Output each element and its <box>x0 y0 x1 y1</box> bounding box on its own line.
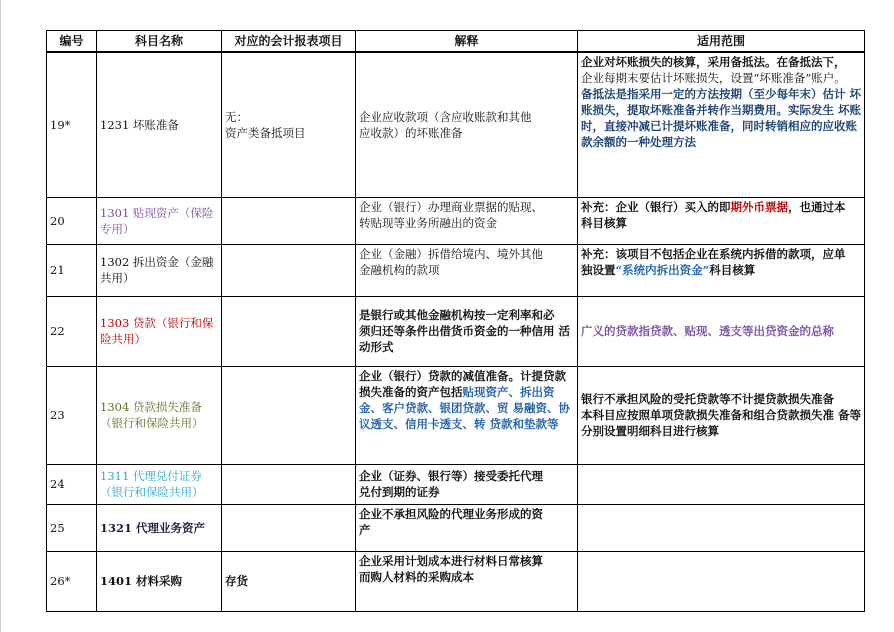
row-report <box>222 464 356 504</box>
explain-line: 转贴现等业务所融出的资金 <box>359 215 497 230</box>
row-explain <box>356 197 578 244</box>
row-report <box>222 197 356 244</box>
row-report <box>222 52 356 197</box>
row-name: 1401 材料采购 <box>97 551 222 611</box>
scope-line: 企业对坏账损失的核算，采用备抵法。在备抵法下， <box>581 55 846 69</box>
row-name: 1301 贴现资产（保险专用） <box>97 197 222 244</box>
account-table <box>46 30 865 612</box>
row-name: 1311 代理兑付证券（银行和保险共用） <box>97 464 222 504</box>
row-num: 19* <box>47 52 97 197</box>
scope-line: 备抵法是指采用一定的方法按期（至少每年末）估计 坏账损失，提取坏账准备并转作当期费用。实际发生 坏账时，直接冲减已计提坏账准备，同时转销相应的应收账款余额的一种处理方法 <box>581 87 862 149</box>
row-num: 23 <box>47 366 97 464</box>
scope-text: 科目核算 <box>709 262 756 277</box>
row-explain <box>356 504 578 551</box>
row-num: 25 <box>47 504 97 551</box>
row-name: 1321 代理业务资产 <box>97 504 222 551</box>
row-scope <box>578 197 865 244</box>
table-header-row <box>47 31 865 53</box>
header-name: 科目名称 <box>97 31 222 53</box>
scope-text: 补充：企业（银行）买入的即 <box>581 199 731 214</box>
scope-line: 科目核算 <box>581 215 627 230</box>
explain-line: 须归还等条件出借货币资金的一种信用 活动形式 <box>359 324 571 354</box>
row-report <box>222 504 356 551</box>
explain-line: 而购人材料的采购成本 <box>359 569 474 584</box>
scope-line: 银行不承担风险的受托贷款等不计提贷款损失准备 <box>581 392 834 406</box>
row-scope <box>578 366 865 464</box>
explain-line: 企业采用计划成本进行材料日常核算 <box>359 553 543 568</box>
explain-line: 是银行或其他金融机构按一定利率和必 <box>359 308 555 322</box>
table-row <box>47 504 865 551</box>
row-scope <box>578 244 865 296</box>
header-scope: 适用范围 <box>578 31 865 53</box>
row-num: 24 <box>47 464 97 504</box>
explain-line: 金融机构的款项 <box>359 262 440 277</box>
row-explain <box>356 52 578 197</box>
row-num: 26* <box>47 551 97 611</box>
scope-line: 本科目应按照单项贷款损失准备和组合贷款损失准 备等分别设置明细科目进行核算 <box>581 408 862 438</box>
row-report: 存货 <box>222 551 356 611</box>
explain-line: 产 <box>359 522 371 537</box>
row-name: 1231 坏账准备 <box>97 52 222 197</box>
row-name: 1304 贷款损失准备（银行和保险共用） <box>97 366 222 464</box>
table-row <box>47 244 865 296</box>
row-scope <box>578 52 865 197</box>
row-num: 22 <box>47 296 97 366</box>
row-scope: 广义的贷款指贷款、贴现、透支等出贷资金的总称 <box>578 296 865 366</box>
table-row <box>47 296 865 366</box>
explain-line: 企业应收款项（含应收账款和其他 <box>359 109 532 124</box>
explain-line: 企业不承担风险的代理业务形成的资 <box>359 506 543 521</box>
scope-highlight: “系统内拆出资金” <box>615 262 710 277</box>
explain-text: 企业（银行）贷款的减值准备。计提贷款损失准备的资产包括 <box>359 368 566 399</box>
report-line: 资产类备抵项目 <box>225 125 306 140</box>
row-report <box>222 366 356 464</box>
report-line: 无： <box>225 109 248 124</box>
row-scope <box>578 464 865 504</box>
table-row <box>47 197 865 244</box>
header-explain: 解释 <box>356 31 578 53</box>
row-explain <box>356 244 578 296</box>
row-explain <box>356 551 578 611</box>
table-row <box>47 366 865 464</box>
table-row <box>47 464 865 504</box>
explain-line: 兑付到期的证券 <box>359 485 440 499</box>
scope-text: 独设置 <box>581 262 616 277</box>
scope-line: 补充：该项目不包括企业在系统内拆借的款项，应单 <box>581 246 846 261</box>
row-name: 1302 拆出资金（金融共用） <box>97 244 222 296</box>
row-report <box>222 244 356 296</box>
explain-line: 企业（金融）拆借给境内、境外其他 <box>359 246 543 261</box>
header-num: 编号 <box>47 31 97 53</box>
header-report: 对应的会计报表项目 <box>222 31 356 53</box>
explain-highlight: 贴现资产、拆出资金、客户贷款、银团贷款、贸 易融资、协议透支、信用卡透支、转 贷款和垫款等 <box>359 384 571 431</box>
explain-line: 企业（银行）办理商业票据的贴现、 <box>359 199 543 214</box>
row-num: 21 <box>47 244 97 296</box>
row-report <box>222 296 356 366</box>
scope-text: ，也通过本 <box>788 199 846 214</box>
row-explain <box>356 296 578 366</box>
scope-line: 企业每期末要估计坏账损失，设置“坏账准备”账户。 <box>581 71 846 85</box>
explain-line: 企业（证券、银行等）接受委托代理 <box>359 469 543 483</box>
row-explain <box>356 464 578 504</box>
row-explain <box>356 366 578 464</box>
table-row <box>47 551 865 611</box>
row-scope <box>578 551 865 611</box>
row-name: 1303 贷款（银行和保险共用） <box>97 296 222 366</box>
row-scope <box>578 504 865 551</box>
explain-line: 应收款）的坏账准备 <box>359 125 463 140</box>
row-num: 20 <box>47 197 97 244</box>
table-row <box>47 52 865 197</box>
scope-highlight: 期外币票据 <box>730 199 788 214</box>
